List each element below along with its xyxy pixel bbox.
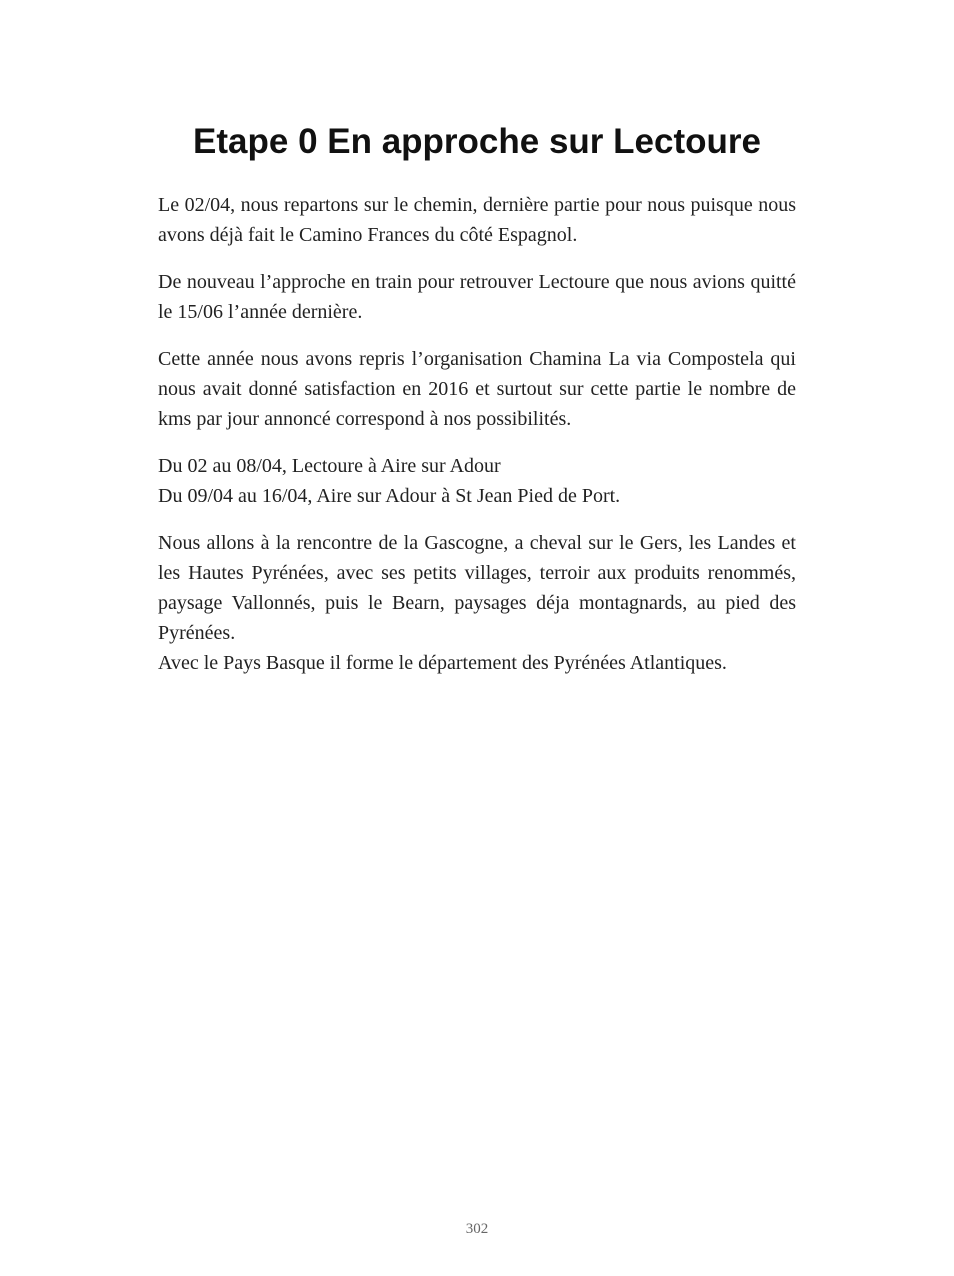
page-title: Etape 0 En approche sur Lectoure bbox=[193, 122, 761, 161]
paragraph-region: Nous allons à la rencontre de la Gascogne, a cheval sur le Gers, les Landes et les Hautes Pyrénées, avec ses petits villages, terroir aux produits renommés, paysage Vallonnés, puis le Bearn, paysages déja montagnards, au pied des Pyrénées. bbox=[158, 532, 796, 644]
paragraph-closing: Avec le Pays Basque il forme le département des Pyrénées Atlantiques. bbox=[158, 652, 727, 674]
page-number: 302 bbox=[465, 1221, 489, 1237]
schedule-block bbox=[158, 451, 796, 511]
body-text bbox=[158, 190, 796, 695]
schedule-line: Du 02 au 08/04, Lectoure à Aire sur Adour bbox=[158, 455, 501, 477]
paragraph-approach: De nouveau l’approche en train pour retrouver Lectoure que nous avions quitté le 15/06 l’année dernière. bbox=[158, 271, 796, 323]
schedule-line: Du 09/04 au 16/04, Aire sur Adour à St Jean Pied de Port. bbox=[158, 485, 621, 507]
paragraph-intro: Le 02/04, nous repartons sur le chemin, dernière partie pour nous puisque nous avons déjà fait le Camino Frances du côté Espagnol. bbox=[158, 194, 796, 246]
paragraph-organisation: Cette année nous avons repris l’organisation Chamina La via Compostela qui nous avait donné satisfaction en 2016 et surtout sur cette partie le nombre de kms par jour annoncé correspond à nos possibilités. bbox=[158, 348, 796, 430]
